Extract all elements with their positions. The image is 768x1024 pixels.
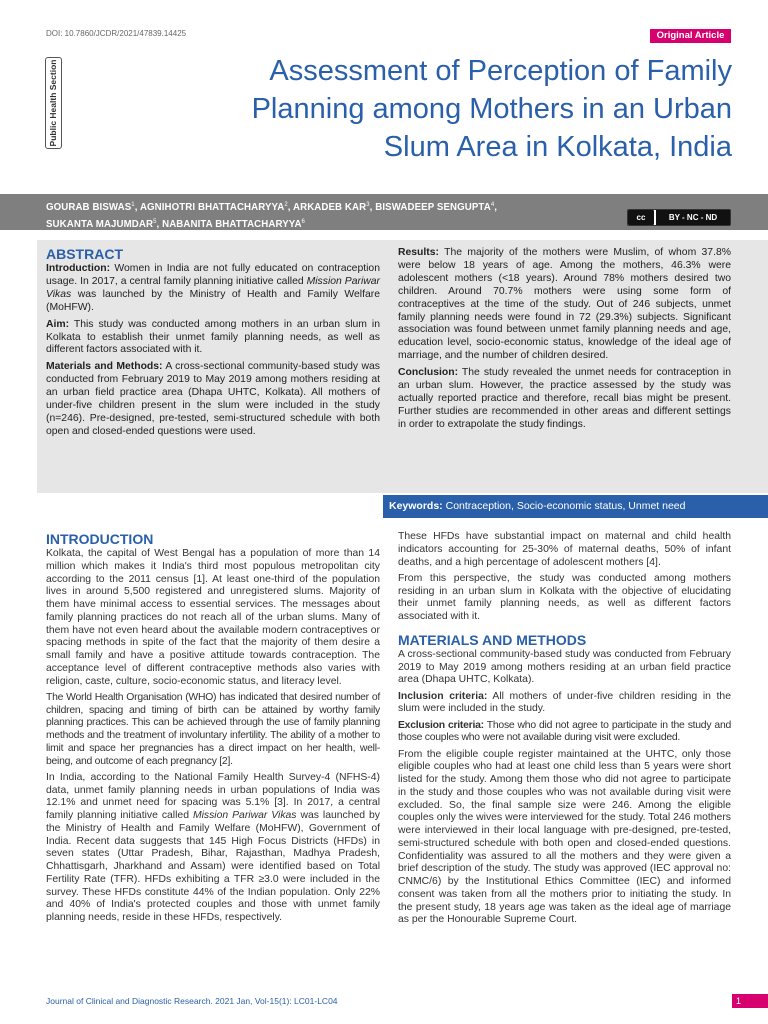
title-line-2: Planning among Mothers in an Urban <box>251 93 732 125</box>
abstract-introduction: Introduction: Women in India are not fully educated on contraception usage. In 2017, a central family planning initiative called Mission Pariwar Vikas was launched by the Ministry of Health and Family Welfare (MoHFW). <box>46 263 380 313</box>
author-name: SUKANTA MAJUMDAR <box>46 219 154 231</box>
keywords-label: Keywords: <box>389 500 443 512</box>
author-name: GOURAB BISWAS <box>46 202 132 214</box>
methods-paragraph-2: From the eligible couple register maintained at the UHTC, only those eligible couples who had at least one child less than 5 years were short listed for the study. Among them those who did not agree to participate in the study and those couples who was not available during visit were excluded. So, the final sample size were 246. Among the eligible couples only the wives were interviewed for the study. Total 246 mothers were interviewed in their local language with pre-designed, pre-tested, semi-structured schedule with both open and closed-ended questions. Confidentiality was assured to all the mothers and they were given a brief description of the study. The study was approved (IEC approval no: CNMC/6) by the Institutional Ethics Committee (IEC) and informed consent was taken from all the mothers prior to initiating the study. In the present study, 18 years age was taken as the ideal age of marriage as per the Honourable Supreme Court. <box>398 748 731 926</box>
section-label: Public Health Section <box>48 59 58 147</box>
body-right-column <box>398 531 731 931</box>
author-name: BISWADEEP SENGUPTA <box>375 202 491 214</box>
intro-paragraph-5: From this perspective, the study was conducted among mothers residing in an urban slum in Kolkata with the objective of elucidating their unmet family planning needs, as well as different factors associated with it. <box>398 572 731 622</box>
author-name: AGNIHOTRI BHATTACHARYYA <box>139 202 285 214</box>
methods-heading: MATERIALS AND METHODS <box>398 631 587 648</box>
article-title <box>200 52 732 166</box>
abstract-heading: ABSTRACT <box>46 246 123 262</box>
abstract-methods: Materials and Methods: A cross-sectional community-based study was conducted from February 2019 to May 2019 among mothers residing at an urban field practice area (Dhapa UHTC, Kolkata). All mothers of under-five children present in the slum were included in the study (n=246). Pre-designed, pre-tested, semi-structured schedule with both open and closed-ended questions were used. <box>46 361 380 437</box>
abstract-right-column <box>398 247 731 436</box>
doi-text: DOI: 10.7860/JCDR/2021/47839.14425 <box>46 29 187 38</box>
keywords-text: Contraception, Socio-economic status, Unmet need <box>445 500 686 512</box>
intro-paragraph-1: Kolkata, the capital of West Bengal has a population of more than 14 million which makes it India's third most populous metropolitan city according to the 2011 census [1]. At least one-third of the population lives in around 5,500 registered and unregistered slums. Majority of them have minimal access to essential services. The messages about family planning practices do not reach all of the urban slums. Many of them have not even heard about the available modern contraceptives or spacing methods in spite of the fact that the majority of them desire a small family and have a positive attitude towards contraception. The acceptance level of different contraceptive methods also varies with religion, caste, culture, socio-economic status, and literacy level. <box>46 548 380 687</box>
author-name: ARKADEB KAR <box>293 202 367 214</box>
introduction-heading: INTRODUCTION <box>46 531 154 547</box>
intro-paragraph-2: The World Health Organisation (WHO) has indicated that desired number of children, spacing and timing of birth can be attained by worthy family planning practices. This can be achieved through the use of family planning methods and the treatment of involuntary infertility. The ability of a mother to limit and space her pregnancies has a direct impact on her health, well-being, and outcome of each pregnancy [2]. <box>46 691 380 767</box>
author-list <box>46 198 566 232</box>
title-line-1: Assessment of Perception of Family <box>269 55 732 87</box>
body-left-column <box>46 531 380 928</box>
inclusion-criteria: Inclusion criteria: All mothers of under-five children residing in the slum were included in the study. <box>398 690 731 715</box>
author-name: NABANITA BHATTACHARYYA <box>162 219 302 231</box>
author-line-1: GOURAB BISWAS$^1$, AGNIHOTRI BHATTACHARYYA$^2$, ARKADEB KAR$^3$, BISWADEEP SENGUPTA$^4$, <box>46 202 498 214</box>
abstract-conclusion: Conclusion: The study revealed the unmet needs for contraception in an urban slum. However, the practice assessed by the study was actually reported practice and therefore, recall bias might be present. Further studies are recommended in other areas and different settings in order to extrapolate the study findings. <box>398 367 731 430</box>
intro-paragraph-4: These HFDs have substantial impact on maternal and child health indicators accounting for 25-30% of maternal deaths, 50% of infant deaths, and a high percentage of adolescent mothers [4]. <box>398 531 731 568</box>
abstract-left-column <box>46 247 380 443</box>
journal-footer: Journal of Clinical and Diagnostic Research. 2021 Jan, Vol-15(1): LC01-LC04 <box>46 996 338 1006</box>
cc-logo-icon: cc <box>628 210 654 225</box>
cc-license-text: BY - NC - ND <box>656 210 730 225</box>
abstract-results: Results: The majority of the mothers were Muslim, of whom 37.8% were below 18 years of age. Among the mothers, 46.3% were adolescent mothers (<18 years). Around 78% mothers desired two children. Around 70.7% mothers were using some form of contraceptives at the time of the study. Out of 246 subjects, unmet family planning needs were found in 72 (29.3%) subjects. Significant association was found between unmet family planning needs and age, education level, socio-economic status, knowledge of the ideal age of marriage, and the number of children desired. <box>398 247 731 362</box>
cc-license-badge <box>627 209 731 226</box>
author-line-2: SUKANTA MAJUMDAR$^5$, NABANITA BHATTACHARYYA$^6$ <box>46 219 305 231</box>
methods-paragraph-1: A cross-sectional community-based study was conducted from February 2019 to May 2019 among mothers residing at an urban field practice area (Dhapa UHTC, Kolkata). <box>398 648 731 686</box>
title-line-3: Slum Area in Kolkata, India <box>383 131 732 163</box>
article-type-badge: Original Article <box>650 29 731 43</box>
intro-paragraph-3: In India, according to the National Family Health Survey-4 (NFHS-4) data, unmet family planning needs in urban populations of India was 12.1% and unmet need for spacing was 5.1% [3]. In 2017, a central family planning initiative called Mission Pariwar Vikas was launched by the Ministry of Health and Family Welfare (MoHFW), Government of India. Recent data suggests that 145 High Focus Districts (HFDs) in seven states (Uttar Pradesh, Bihar, Rajasthan, Madhya Pradesh, Chhattisgarh, Jharkhand and Assam) were identified based on Total Fertility Rate (TFR). HFDs exhibiting a TFR ≥3.0 were included in the survey. These HFDs constitute 44% of the Indian population. Only 22% and 40% of India's protected couples and those with unmet family planning needs, reside in these HFDs, respectively. <box>46 771 381 923</box>
page-number: 1 <box>732 994 768 1008</box>
abstract-aim: Aim: This study was conducted among mothers in an urban slum in Kolkata to establish their unmet family planning needs, as well as different factors associated with it. <box>46 318 380 356</box>
exclusion-criteria: Exclusion criteria: Those who did not agree to participate in the study and those couples who were not available during visit were excluded. <box>398 719 731 744</box>
keywords-bar <box>383 495 768 518</box>
